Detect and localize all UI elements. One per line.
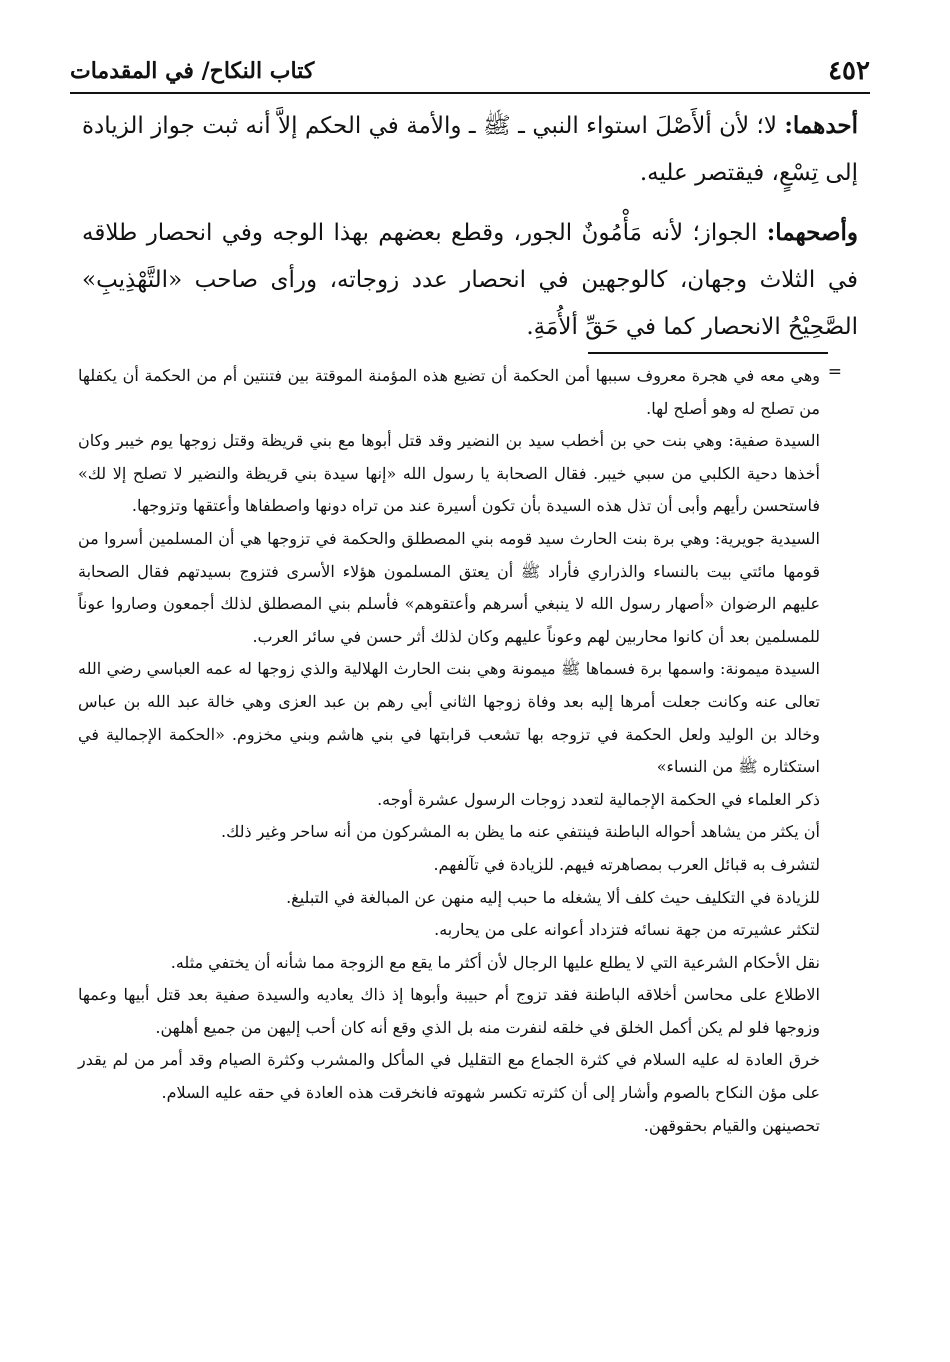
footnote-paragraph: لتكثر عشيرته من جهة نسائه فتزداد أعوانه على من يحاربه. xyxy=(434,920,820,940)
page-number: ٤٥٢ xyxy=(828,56,870,86)
paragraph-lead: وأصحهما: xyxy=(766,219,858,246)
footnote-paragraph: تحصينهن والقيام بحقوقهن. xyxy=(643,1115,820,1135)
footnote-separator xyxy=(588,352,828,354)
paragraph-body: الجواز؛ لأنه مَأْمُونٌ الجور، وقطع بعضهم بهذا الوجه وفي انحصار طلاقه في الثلاث وجهان، كالوجهين في انحصار عدد زوجاته، ورأى صاحب «التَّهْذِيبِ» الصَّحِيْحُ الانحصار كما في حَقِّ ألأُمَةِ. xyxy=(82,220,858,340)
footnote-paragraph: السيدة ميمونة: واسمها برة فسماها ﷺ ميمونة وهي بنت الحارث الهلالية والذي زوجها له عمه العباسي رضي الله تعالى عنه وكانت جعلت أمرها إليه بعد وفاة زوجها الثاني أبي رهم بن عبد العزى وهي خالة عبد الله بن عباس وخالد بن الوليد ولعل الحكمة في تزوجه بها تشعب قرابتها في بني هاشم وبني مخزوم. «الحكمة الإجمالية في استكثاره ﷺ من النساء» xyxy=(78,659,820,777)
footnote-paragraph: لتشرف به قبائل العرب بمصاهرته فيهم. للزيادة في تآلفهم. xyxy=(433,854,820,874)
paragraph-lead: أحدهما: xyxy=(784,112,858,139)
running-title: كتاب النكاح/ في المقدمات xyxy=(70,58,315,84)
footnote-paragraph: السيدة صفية: وهي بنت حي بن أخطب سيد بن النضير وقد قتل أبوها مع بني قريظة وقتل زوجها يوم خيبر وكان أخذها دحية الكلبي من سبي خيبر. فقال الصحابة يا رسول الله «إنها سيدة بني قريظة والنضير لا تصلح إلا لك» فاستحسن رأيهم وأبى أن تذل هذه السيدة بأن تكون أسيرة عند من تراه دونها واصطفاها وأعتقها وتزوجها. xyxy=(78,431,820,516)
footnote-paragraph: نقل الأحكام الشرعية التي لا يطلع عليها الرجال لأن أكثر ما يقع مع الزوجة مما شأنه أن يختفي مثله. xyxy=(170,952,820,972)
footnote-continuation-marker: = xyxy=(827,362,842,382)
paragraph-body: لا؛ لأن ألأَصْلَ استواء النبي ـ ﷺ ـ والأمة في الحكم إلاَّ أنه ثبت جواز الزيادة إلى تِسْعٍ، فيقتصر عليه. xyxy=(82,113,858,186)
page-header xyxy=(70,40,870,94)
footnote-paragraph: للزيادة في التكليف حيث كلف ألا يشغله ما حبب إليه منهن عن المبالغة في التبليغ. xyxy=(286,887,820,907)
footnote-paragraph: خرق العادة له عليه السلام في كثرة الجماع مع التقليل في المأكل والمشرب وكثرة الصيام وقد أمر من لم يقدر على مؤن النكاح بالصوم وأشار إلى أن كثرته تكسر شهوته فانخرقت هذه العادة في حقه عليه السلام. xyxy=(78,1050,820,1103)
footnotes xyxy=(78,360,820,1142)
footnote-paragraph: الاطلاع على محاسن أخلاقه الباطنة فقد تزوج أم حبيبة وأبوها إذ ذاك يعاديه والسيدة صفية بعد قتل أبيها وعمها وزوجها فلو لم يكن أكمل الخلق في خلقه لنفرت منه بل الذي وقع أنه كان أحب إليهن من جميع أهلهن. xyxy=(78,985,821,1037)
footnote-paragraph: ذكر العلماء في الحكمة الإجمالية لتعدد زوجات الرسول عشرة أوجه. xyxy=(377,789,820,809)
footnote-paragraph: وهي معه في هجرة معروف سببها أمن الحكمة أن تضيع هذه المؤمنة الموقتة بين فتنتين أم من الحكمة أن يكفلها من تصلح له وهو أصلح لها. xyxy=(78,366,820,418)
main-paragraph xyxy=(82,102,858,197)
footnote-paragraph: أن يكثر من يشاهد أحواله الباطنة فينتفي عنه ما يظن به المشركون من أنه ساحر وغير ذلك. xyxy=(221,822,820,842)
footnote-paragraph: السيدية جويرية: وهي برة بنت الحارث سيد قومه بني المصطلق والحكمة في تزوجها هي أن المسلمين أسروا من قومها مائتي بيت بالنساء والذراري فأراد ﷺ أن يعتق المسلمون هؤلاء الأسرى فتزوج بسيدتهم فقال الصحابة عليهم الرضوان «أصهار رسول الله لا ينبغي أسرهم وأعتقوهم» فأسلم بني المصطلق لذلك أجمعون وصاروا عوناً للمسلمين بعد أن كانوا محاربين لهم وعوناً عليهم وكان لذلك أثر حسن في سائر العرب. xyxy=(78,528,820,646)
main-paragraph xyxy=(82,209,858,351)
main-text xyxy=(82,102,858,363)
